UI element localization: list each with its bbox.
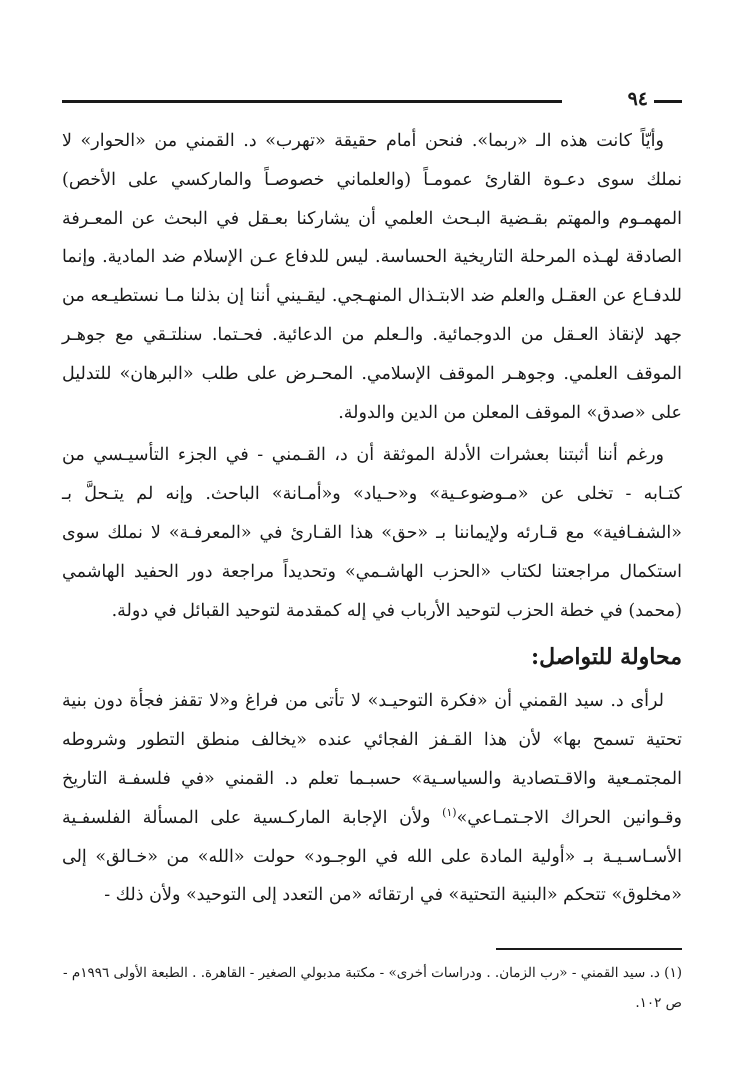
section-heading: محاولة للتواصل:	[530, 644, 682, 671]
paragraph-1: وأيّاً كانت هذه الـ «ربما». فنحن أمام حقيقة «تهرب» د. القمني من «الحوار» لا نملك سوى دعـوة القارئ عمومـاً (والعلماني خصوصـاً والماركسي على الأخص) المهمـوم والمهتم بقـضية البـحث العلمي أن يشاركنا بعـقل في البحث عن المعـرفة الصادقة لهـذه المرحلة التاريخية الحساسة. ليس للدفاع عـن الإسلام ضد المادية. وإنما للدفـاع عن العقـل والعلم ضد الابتـذال المنهـجي. ليقـيني أننا إن بذلنا مـا نستطيـعه من جهد لإنقاذ العـقل من الدوجمائية. والـعلم من الدعائية. فحـتما. سنلتـقي مع جوهـر الموقف العلمي. وجوهـر الموقف الإسلامي. المحـرض على طلب «البرهان» للتدليل على «صدق» الموقف المعلن من الدين والدولة.	[62, 131, 682, 423]
footnote: (١) د. سيد القمني - «رب الزمان. . ودراسات أخرى» - مكتبة مدبولي الصغير - القاهرة. . الطبعة الأولى ١٩٩٦م - ص ١٠٢.	[62, 965, 682, 1011]
header-rule-short	[654, 100, 682, 103]
body-text	[62, 122, 682, 915]
footnote-marker[interactable]: (١)	[442, 805, 457, 819]
page-header	[62, 88, 682, 110]
paragraph-2: ورغم أننا أثبتنا بعشرات الأدلة الموثقة أن د، القـمني - في الجزء التأسيـسي من كتـابه - تخلى عن «مـوضوعـية» و«حـياد» و«أمـانة» الباحث. وإنه لم يتـحلَّ بـ «الشفـافية» مع قـارئه ولإيماننا بـ «حق» هذا القـارئ في «المعرفـة» لا نملك سوى استكمال مراجعتنا لكتاب «الحزب الهاشـمي» وتحديداً مراجعة دور الحفيد الهاشمي (محمد) في خطة الحزب لتوحيد الأرباب في إله كمقدمة لتوحيد القبائل في دولة.	[62, 445, 682, 621]
header-rule	[62, 100, 562, 103]
paragraph-3-text-b: ولأن الإجابة الماركـسية على المسألة الفلسفـية الأسـاسـيـة بـ «أولية المادة على الله في الوجـود» حولت «الله» من «خـالق» إلى «مخلوق» تتحكم «البنية التحتية» في ارتقائه «من التعدد إلى التوحيد» ولأن ذلك -	[62, 807, 682, 906]
paragraph-3	[62, 682, 682, 915]
footnote-rule	[496, 948, 682, 950]
page-number: ٩٤	[627, 88, 648, 110]
paragraph-3-text-a: لرأى د. سيد القمني أن «فكرة التوحيـد» لا تأتى من فراغ و«لا تقفز فجأة دون بنية تحتية تسمح بها» لأن هذا القـفز الفجائي عنده «يخالف منطق التطور وشروطه المجتمـعية والاقـتصادية والسياسـية» حسبـما تعلم د. القمني «في فلسفـة التاريخ وقـوانين الحراك الاجـتمـاعي»	[62, 691, 682, 828]
